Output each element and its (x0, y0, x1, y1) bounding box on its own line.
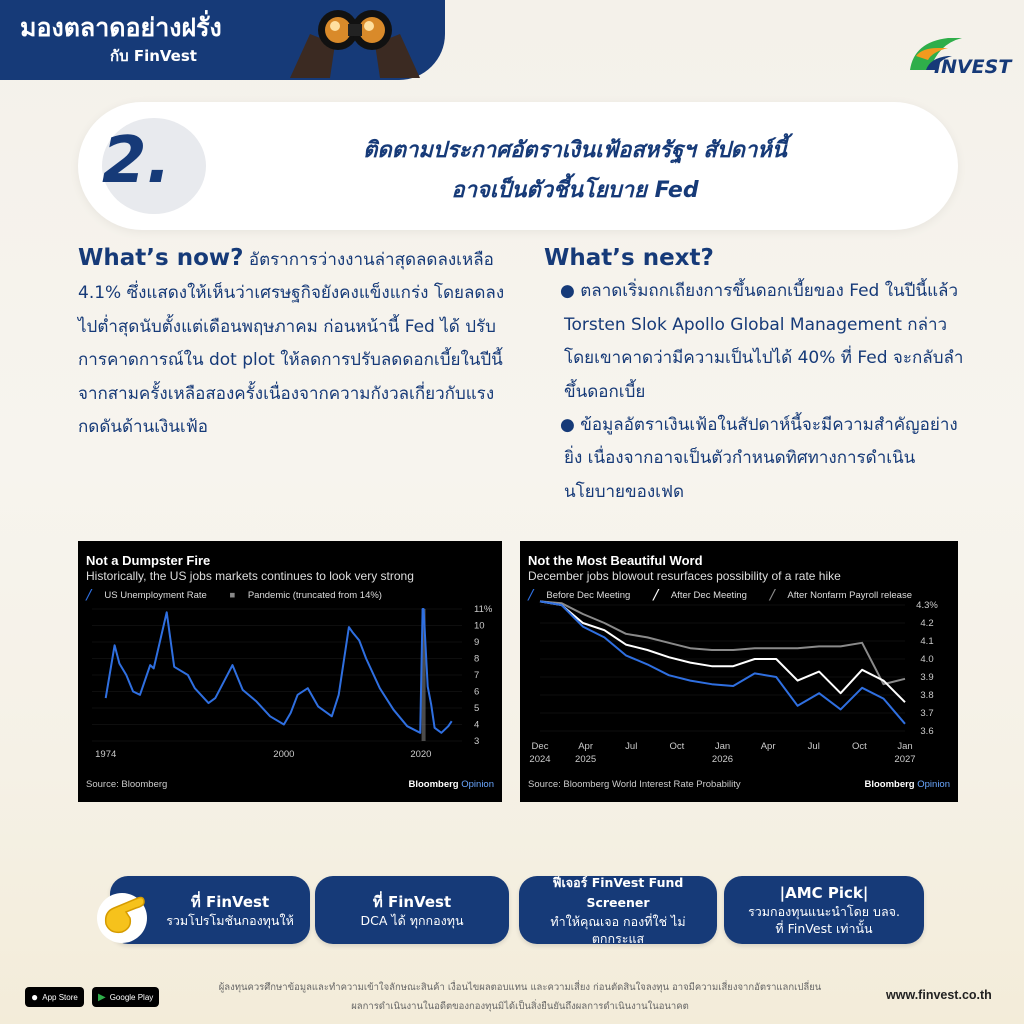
chart1-source: Source: Bloomberg (86, 779, 168, 790)
chart2-x-tick-year: 2027 (894, 754, 916, 765)
chart-unemployment (78, 541, 502, 802)
chart2-title: Not the Most Beautiful Word (528, 553, 703, 568)
promo-button-title: ที่ FinVest (190, 892, 270, 911)
whats-now-section (78, 242, 508, 444)
chart2-y-tick: 3.8 (920, 690, 934, 701)
chart1-y-tick: 10 (474, 620, 485, 632)
chart2-series-line (540, 601, 905, 702)
chart1-x-tick: 2000 (273, 749, 295, 760)
chart1-x-tick: 1974 (95, 749, 117, 760)
chart1-x-tick: 2020 (410, 749, 432, 760)
chart2-x-tick-year: 2025 (575, 754, 597, 765)
banner-subtitle: กับ FinVest (110, 47, 197, 65)
chart2-subtitle: December jobs blowout resurfaces possibility of a rate hike (528, 569, 841, 583)
fund-screener-title: ฟีเจอร์ FinVest Fund Screener (552, 875, 684, 910)
chart2-y-tick: 4.2 (920, 618, 934, 629)
chart1-y-tick: 3 (474, 736, 480, 747)
chart2-y-tick: 4.3% (916, 600, 938, 611)
chart2-series-line (540, 601, 905, 684)
chart2-plot (520, 541, 958, 802)
play-icon: ▶ (98, 991, 106, 1003)
chart1-y-tick: 11% (474, 604, 493, 615)
disclaimer-line2: ผลการดำเนินงานในอดีตของกองทุนมิได้เป็นสิ่งยืนยันถึงผลการดำเนินงานในอนาคต (351, 1001, 689, 1012)
chart2-x-tick: Oct (669, 741, 685, 752)
chart-rate-probability (520, 541, 958, 802)
chart2-x-tick: Apr (578, 741, 594, 752)
chart1-y-tick: 6 (474, 686, 480, 698)
chart1-y-tick: 8 (474, 653, 480, 665)
chart1-brand: Bloomberg Opinion (408, 779, 494, 790)
chart1-plot (78, 541, 502, 802)
chart2-x-tick: Oct (851, 741, 867, 752)
dca-button-title: ที่ FinVest (372, 892, 452, 911)
chart2-y-tick: 4.0 (920, 654, 934, 665)
chart2-x-tick: Jan (714, 741, 731, 752)
chart2-x-tick: Jul (625, 741, 638, 752)
chart1-legend-item: ╱ US Unemployment Rate (86, 590, 207, 601)
dca-button[interactable] (315, 876, 509, 944)
chart2-x-tick: Jul (807, 741, 820, 752)
chart2-x-tick: Dec (531, 741, 549, 752)
headline-number: 2. (102, 124, 171, 198)
whats-next-heading: What’s next? (544, 245, 714, 271)
banner-title: มองตลาดอย่างฝรั่ง (20, 13, 222, 42)
chart2-legend-item: ╱ Before Dec Meeting (528, 590, 631, 601)
chart2-brand: Bloomberg Opinion (864, 779, 950, 790)
google-play-badge[interactable]: ▶ Google Play (92, 987, 159, 1007)
pointing-hand-icon (96, 884, 156, 944)
amc-pick-button[interactable] (724, 876, 924, 944)
dca-button-text: DCA ได้ ทุกกองทุน (360, 912, 464, 928)
headline-line1: ติดตามประกาศอัตราเงินเฟ้อสหรัฐฯ สัปดาห์นี้ (363, 138, 787, 163)
binoculars-icon (290, 4, 420, 78)
fund-screener-text: ทำให้คุณเจอ กองที่ใช่ ไม่ตกกระแส (550, 914, 686, 946)
chart1-series-line (106, 609, 452, 733)
chart2-x-tick: Apr (760, 741, 776, 752)
disclaimer (200, 978, 840, 1016)
app-store-badge[interactable]: ● App Store (25, 987, 84, 1007)
chart1-title: Not a Dumpster Fire (86, 553, 211, 568)
chart2-legend-item: ╱ After Dec Meeting (652, 590, 747, 601)
chart2-legend-item: ╱ After Nonfarm Payroll release (769, 590, 912, 601)
headline-line2: อาจเป็นตัวชี้นโยบาย Fed (451, 178, 699, 203)
chart2-source: Source: Bloomberg World Interest Rate Probability (528, 779, 741, 790)
disclaimer-line1: ผู้ลงทุนควรศึกษาข้อมูลและทำความเข้าใจลักษณะสินค้า เงื่อนไขผลตอบแทน และความเสี่ยง ก่อนตัดสินใจลงทุน อาจมีความเสี่ยงจากอัตราแลกเปลี่ยน (218, 982, 822, 993)
chart2-y-tick: 3.7 (920, 708, 934, 719)
chart1-y-tick: 7 (474, 670, 480, 681)
chart2-y-tick: 4.1 (920, 636, 934, 647)
chart1-y-tick: 9 (474, 637, 480, 648)
finvest-logo-text: INVEST (934, 56, 1012, 78)
chart1-subtitle: Historically, the US jobs markets continues to look very strong (86, 569, 414, 583)
whats-next-bullet-2: ● ข้อมูลอัตราเงินเฟ้อในสัปดาห์นี้จะมีความสำคัญอย่างยิ่ง เนื่องจากอาจเป็นตัวกำหนดทิศทางการดำเนินนโยบายของเฟด (560, 415, 958, 502)
chart2-y-tick: 3.6 (920, 726, 934, 737)
whats-now-text: อัตราการว่างงานล่าสุดลดลงเหลือ 4.1% ซึ่งแสดงให้เห็นว่าเศรษฐกิจยังคงแข็งแกร่ง โดยลดลงไปต่ำสุดนับตั้งแต่เดือนพฤษภาคม ก่อนหน้านี้ Fed ได้ ปรับการคาดการณ์ใน dot plot ให้ลดการปรับลดดอกเบี้ยในปีนี้จากสามครั้งเหลือสองครั้งเนื่องจากความกังวลเกี่ยวกับแรงกดดันด้านเงินเฟ้อ (78, 250, 505, 438)
chart2-y-tick: 3.9 (920, 672, 934, 683)
promo-button-text: รวมโปรโมชันกองทุนให้ (166, 912, 294, 928)
chart2-x-tick-year: 2026 (711, 754, 734, 765)
amc-pick-title: |AMC Pick| (779, 884, 869, 902)
chart1-y-tick: 5 (474, 703, 480, 714)
chart2-x-tick-year: 2024 (529, 754, 551, 765)
whats-next-section (544, 242, 964, 509)
chart1-y-tick: 4 (474, 719, 480, 731)
amc-pick-text: รวมกองทุนแนะนำโดย บลจ. ที่ FinVest เท่านั้น (748, 904, 900, 936)
fund-screener-button[interactable] (519, 876, 717, 944)
chart1-legend-item: ■ Pandemic (truncated from 14%) (229, 590, 382, 601)
whats-next-bullet-1: ● ตลาดเริ่มถกเถียงการขึ้นดอกเบี้ยของ Fed ในปีนี้แล้ว Torsten Slok Apollo Global Management กล่าว โดยเขาคาดว่ามีความเป็นไปได้ 40% ที่ Fed จะกลับลำขึ้นดอกเบี้ย (560, 281, 964, 402)
apple-icon: ● (31, 990, 39, 1004)
whats-now-heading: What’s now? (78, 245, 244, 271)
website-link[interactable]: www.finvest.co.th (886, 988, 992, 1002)
chart2-x-tick: Jan (897, 741, 913, 752)
